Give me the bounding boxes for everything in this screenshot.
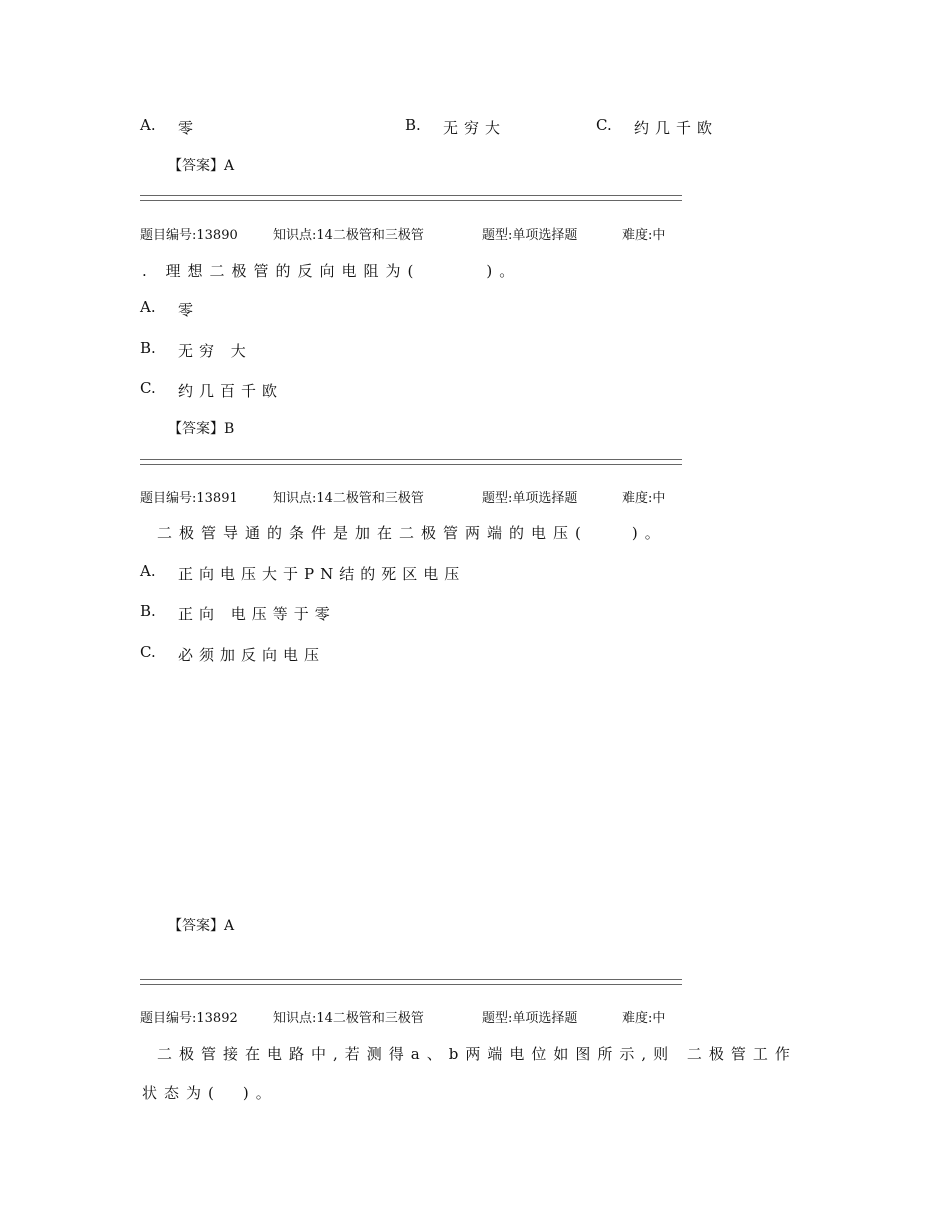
question-type: 题型:单项选择题 xyxy=(482,491,578,506)
question-stem: 二极管导通的条件是加在二极管两端的电压( )。 xyxy=(157,524,667,542)
knowledge-point: 知识点:14二极管和三极管 xyxy=(273,228,424,243)
option-c-label: C. xyxy=(140,643,156,661)
knowledge-point: 知识点:14二极管和三极管 xyxy=(273,1011,424,1026)
option-b-text: 无穷 大 xyxy=(178,342,252,360)
question-stem-line-2: 状态为( )。 xyxy=(142,1084,278,1102)
answer: 【答案】A xyxy=(168,918,235,934)
option-a-label: A. xyxy=(140,298,156,316)
question-id: 题目编号:13891 xyxy=(140,491,238,506)
option-c-label: C. xyxy=(596,116,612,134)
separator xyxy=(140,979,682,985)
question-stem-line-1: 二极管接在电路中,若测得a、b两端电位如图所示,则 二极管工作 xyxy=(157,1045,797,1063)
difficulty: 难度:中 xyxy=(622,1011,666,1026)
option-a-text: 正向电压大于PN结的死区电压 xyxy=(178,565,466,583)
difficulty: 难度:中 xyxy=(622,228,666,243)
option-c-text: 必须加反向电压 xyxy=(178,646,326,664)
separator xyxy=(140,195,682,201)
answer: 【答案】A xyxy=(168,158,235,174)
option-a-label: A. xyxy=(140,116,156,134)
question-type: 题型:单项选择题 xyxy=(482,1011,578,1026)
option-b-text: 正向 电压等于零 xyxy=(178,605,336,623)
option-b-label: B. xyxy=(405,116,421,134)
option-b-label: B. xyxy=(140,339,156,357)
option-c-text: 约几百千欧 xyxy=(178,382,284,400)
answer: 【答案】B xyxy=(168,421,235,437)
difficulty: 难度:中 xyxy=(622,491,666,506)
separator xyxy=(140,459,682,465)
option-b-text: 无穷大 xyxy=(443,119,507,137)
question-id: 题目编号:13890 xyxy=(140,228,238,243)
option-c-text: 约几千欧 xyxy=(634,119,719,137)
option-b-label: B. xyxy=(140,602,156,620)
question-stem: . 理想二极管的反向电阻为( )。 xyxy=(142,262,522,280)
question-id: 题目编号:13892 xyxy=(140,1011,238,1026)
option-a-text: 零 xyxy=(178,301,200,319)
knowledge-point: 知识点:14二极管和三极管 xyxy=(273,491,424,506)
option-a-label: A. xyxy=(140,562,156,580)
option-a-text: 零 xyxy=(178,119,200,137)
question-type: 题型:单项选择题 xyxy=(482,228,578,243)
option-c-label: C. xyxy=(140,379,156,397)
